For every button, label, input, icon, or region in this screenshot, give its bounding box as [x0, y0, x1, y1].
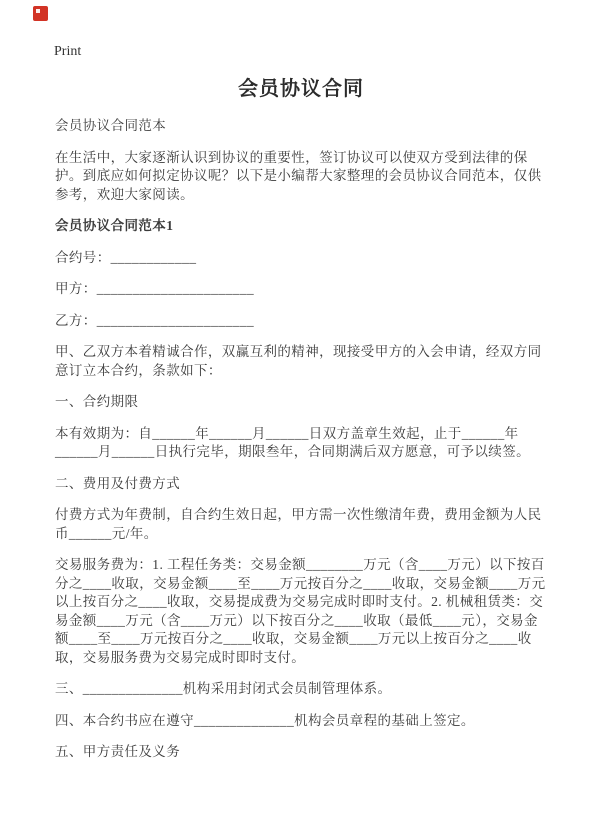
clause-1-body: 本有效期为：自______年______月______日双方盖章生效起，止于______年______月______日执行完毕，期限叁年，合同期满后双方愿意，可予以续签。 [55, 425, 530, 459]
clause-4-heading: 四、本合约书应在遵守______________机构会员章程的基础上签定。 [55, 712, 475, 728]
field-party-b: 乙方：______________________ [55, 312, 254, 328]
intro-paragraph: 在生活中，大家逐渐认识到协议的重要性，签订协议可以使双方受到法律的保护。到底应如何拟定协议呢？以下是小编帮大家整理的会员协议合同范本，仅供参考，欢迎大家阅读。 [55, 149, 542, 202]
field-party-a: 甲方：______________________ [55, 281, 254, 296]
document-body [55, 76, 547, 775]
page-title: 会员协议合同 [238, 78, 364, 100]
doc-subtitle: 会员协议合同范本 [55, 118, 167, 133]
preamble-paragraph: 甲、乙双方本着精诚合作，双赢互利的精神，现接受甲方的入会申请，经双方同意订立本合约，条款如下： [55, 344, 542, 378]
clause-5-heading: 五、甲方责任及义务 [55, 744, 181, 759]
field-contract-number: 合约号：____________ [55, 249, 197, 265]
clause-2-body-payment: 付费方式为年费制，自合约生效日起，甲方需一次性缴清年费，费用金额为人民币______元/年。 [55, 507, 542, 541]
clause-2-heading: 二、费用及付费方式 [55, 475, 181, 491]
clause-3-heading: 三、______________机构采用封闭式会员制管理体系。 [55, 681, 392, 696]
clause-2-body-service-fees: 交易服务费为：1. 工程任务类：交易金额________万元（含____万元）以下按百分之____收取，交易金额____至____万元按百分之____收取，交易金额____万元以上按百分之____收取，交易提成费为交易完成时即时支付。2. 机械租赁类：交易金额____万元（含____万元）以下按百分之____收取（最低____元），交易金额____至____万元按百分之____收取，交易金额____万元以上按百分之____收取，交易服务费为交易完成时即时支付。 [55, 557, 546, 665]
print-link[interactable]: Print [54, 44, 82, 59]
clause-1-heading: 一、合约期限 [55, 394, 139, 409]
template-heading: 会员协议合同范本1 [55, 218, 174, 233]
site-logo-badge [33, 6, 48, 21]
